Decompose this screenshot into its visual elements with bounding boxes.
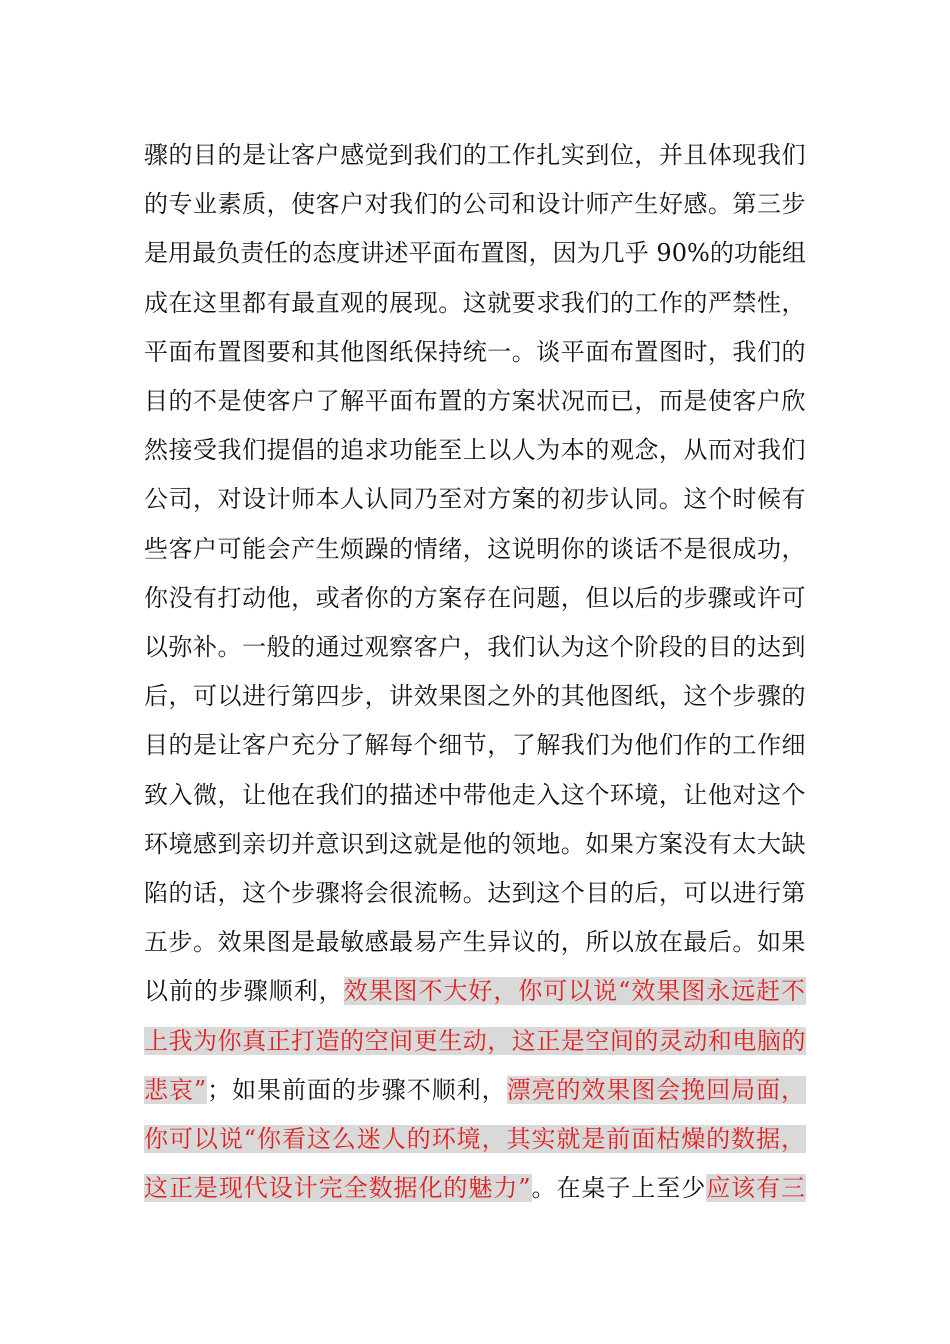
text-line (144, 529, 806, 569)
text-segment: 目的是让客户充分了解每个细节，了解我们为他们作的工作细 (144, 731, 806, 760)
text-line (144, 1119, 806, 1159)
text-line (144, 332, 806, 372)
text-line (144, 922, 806, 962)
text-line (144, 135, 806, 175)
highlighted-text: 上我为你真正打造的空间更生动，这正是空间的灵动和电脑的 (144, 1026, 806, 1055)
text-line (144, 1070, 806, 1110)
highlighted-text: 漂亮的效果图会挽回局面， (506, 1075, 807, 1104)
highlighted-text: 你可以说“你看这么迷人的环境，其实就是前面枯燥的数据， (144, 1125, 806, 1153)
text-segment: 陷的话，这个步骤将会很流畅。达到这个目的后，可以进行第 (144, 879, 806, 907)
highlighted-text: 效果图不大好，你可以说“效果图永远赶不 (343, 977, 806, 1006)
text-line (144, 824, 806, 864)
highlighted-text: 悲哀” (144, 1075, 208, 1104)
text-segment: 致入微，让他在我们的描述中带他走入这个环境，让他对这个 (144, 780, 806, 809)
text-line (144, 430, 806, 470)
text-segment: 环境感到亲切并意识到这就是他的领地。如果方案没有太大缺 (144, 829, 806, 858)
text-line (144, 283, 806, 323)
text-segment: 后，可以进行第四步，讲效果图之外的其他图纸，这个步骤的 (144, 682, 806, 711)
text-segment: 公司，对设计师本人认同乃至对方案的初步认同。这个时候有 (144, 485, 806, 514)
highlighted-text: 应该有三 (706, 1174, 806, 1203)
text-segment: 是用最负责任的态度讲述平面布置图，因为几乎 90%的功能组 (144, 239, 806, 268)
text-line (144, 479, 806, 519)
text-line (144, 676, 806, 716)
text-line (144, 233, 806, 273)
text-segment: 骤的目的是让客户感觉到我们的工作扎实到位，并且体现我们 (144, 141, 806, 169)
text-segment: 。在桌子上至少 (531, 1174, 707, 1203)
text-segment: 你没有打动他，或者你的方案存在问题，但以后的步骤或许可 (144, 583, 806, 612)
text-line (144, 627, 806, 667)
text-line (144, 775, 806, 815)
text-segment: 以前的步骤顺利， (144, 977, 344, 1006)
text-line (144, 578, 806, 618)
text-line (144, 725, 806, 765)
text-line (144, 1168, 806, 1208)
text-segment: 然接受我们提倡的追求功能至上以人为本的观念，从而对我们 (144, 436, 806, 465)
text-line (144, 184, 806, 224)
text-line (144, 873, 806, 913)
text-line (144, 971, 806, 1011)
text-segment: 目的不是使客户了解平面布置的方案状况而已，而是使客户欣 (144, 387, 806, 415)
highlighted-text: 这正是现代设计完全数据化的魅力” (144, 1174, 532, 1203)
text-segment: 成在这里都有最直观的展现。这就要求我们的工作的严禁性， (144, 288, 806, 317)
text-segment: 些客户可能会产生烦躁的情绪，这说明你的谈话不是很成功， (144, 534, 806, 563)
text-segment: 五步。效果图是最敏感最易产生异议的，所以放在最后。如果 (144, 928, 806, 957)
text-line (144, 381, 806, 421)
text-line (144, 1021, 806, 1061)
text-segment: 的专业素质，使客户对我们的公司和设计师产生好感。第三步 (144, 190, 806, 219)
text-segment: ；如果前面的步骤不顺利， (207, 1075, 507, 1104)
text-segment: 以弥补。一般的通过观察客户，我们认为这个阶段的目的达到 (144, 633, 806, 661)
text-segment: 平面布置图要和其他图纸保持统一。谈平面布置图时，我们的 (144, 337, 806, 366)
